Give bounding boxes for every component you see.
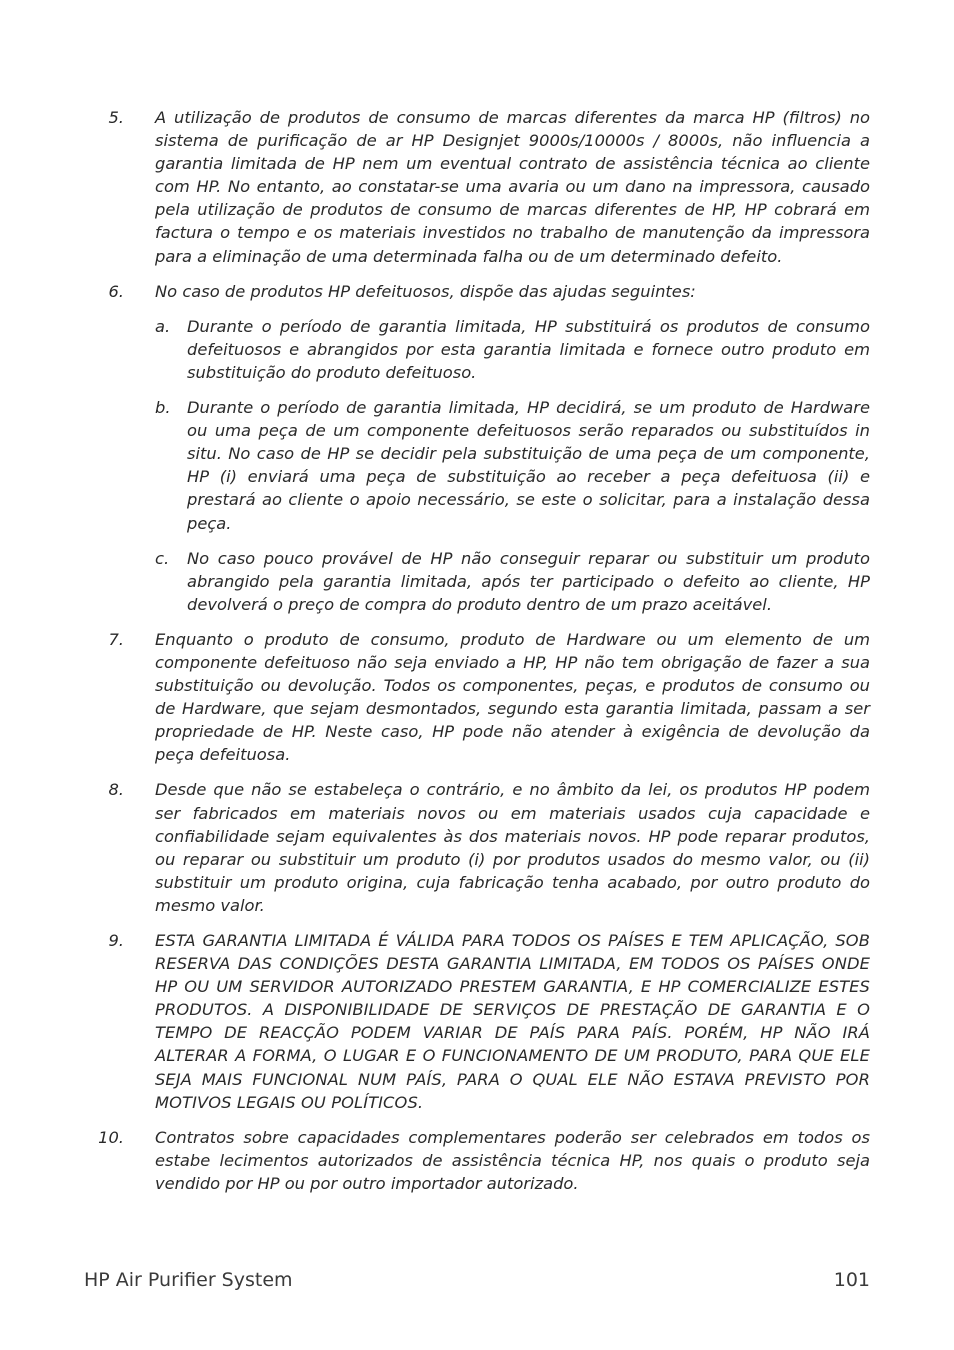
- sub-item-text: Durante o período de garantia limitada, HP substituirá os produtos de consumo defeituosos e abrangidos por esta garantia limitada e fornece outro produto em substituição do produto defeituoso.: [187, 316, 870, 382]
- item-text: No caso de produtos HP defeituosos, dispõe das ajudas seguintes:: [155, 281, 696, 301]
- item-text: A utilização de produtos de consumo de marcas diferentes da marca HP (filtros) no sistema de purificação de ar HP Designjet 9000s/10000s / 8000s, não influencia a garantia limitada de HP nem um eventual contrato de assistência técnica ao cliente com HP. No entanto, ao constatar-se uma avaria ou um dano na impressora, causado pela utilização de produtos de consumo de marcas diferentes de HP, HP cobrará em factura o tempo e os materiais investidos no trabalho de manutenção da impressora para a eliminação de uma determinada falha ou de um determinado defeito.: [155, 108, 870, 266]
- item-number: 9.: [108, 931, 124, 950]
- list-item-8: [0, 778, 954, 917]
- list-item-10: [0, 1126, 954, 1195]
- item-number: 8.: [108, 780, 124, 800]
- list-item-7: [0, 628, 954, 767]
- list-item-5: [0, 106, 954, 268]
- item-number: 10.: [98, 1127, 124, 1147]
- list-item-9: [0, 929, 954, 1114]
- sub-item-text: No caso pouco provável de HP não conseguir reparar ou substituir um produto abrangido pela garantia limitada, após ter participado o defeito ao cliente, HP devolverá o preço de compra do produto dentro de um prazo aceitável.: [187, 548, 870, 614]
- sub-item-text: Durante o período de garantia limitada, HP decidirá, se um produto de Hardware ou uma peça de um componente defeituosos serão reparados ou substituídos in situ. No caso de HP se decidir pela substituição de uma peça de um componente, HP (i) enviará uma peça de substituição ao receber a peça defeituosa (ii) e prestará ao cliente o apoio necessário, se este o solicitar, para a instalação dessa peça.: [187, 398, 870, 533]
- item-number: 5.: [108, 108, 124, 127]
- sub-item-a: [0, 315, 954, 384]
- item-number: 7.: [108, 629, 124, 649]
- page-number: 101: [833, 1269, 870, 1291]
- list-item-6: [0, 280, 954, 616]
- item-text: Enquanto o produto de consumo, produto de Hardware ou um elemento de um componente defeituoso não seja enviado a HP, HP não tem obrigação de fazer a sua substituição ou devolução. Todos os componentes, peças, e produtos de consumo ou de Hardware, que sejam desmontados, segundo esta garantia limitada, passam a ser propriedade de HP. Neste caso, HP pode não atender à exigência de devolução da peça defeituosa.: [155, 629, 870, 765]
- document-body: [0, 106, 954, 1207]
- sub-item-letter: a.: [155, 316, 171, 336]
- item-text: ESTA GARANTIA LIMITADA É VÁLIDA PARA TODOS OS PAÍSES E TEM APLICAÇÃO, SOB RESERVA DAS CONDIÇÕES DESTA GARANTIA LIMITADA, EM TODOS OS PAÍSES ONDE HP OU UM SERVIDOR AUTORIZADO PRESTEM GARANTIA, E HP COMERCIALIZE ESTES PRODUTOS. A DISPONIBILIDADE DE SERVIÇOS DE PRESTAÇÃO DE GARANTIA E O TEMPO DE REACÇÃO PODEM VARIAR DE PAÍS PARA PAÍS. PORÉM, HP NÃO IRÁ ALTERAR A FORMA, O LUGAR E O FUNCIONAMENTO DE UM PRODUTO, PARA QUE ELE SEJA MAIS FUNCIONAL NUM PAÍS, PARA O QUAL ELE NÃO ESTAVA PREVISTO POR MOTIVOS LEGAIS OU POLÍTICOS.: [155, 931, 870, 1112]
- footer-title: HP Air Purifier System: [84, 1269, 293, 1291]
- sub-item-b: [0, 396, 954, 535]
- item-text: Contratos sobre capacidades complementares poderão ser celebrados em todos os estabe lecimentos autorizados de assistência técnica HP, nos quais o produto seja vendido por HP ou por outro importador autorizado.: [155, 1127, 870, 1193]
- item-text: Desde que não se estabeleça o contrário, e no âmbito da lei, os produtos HP podem ser fabricados em materiais novos ou em materiais usados cuja capacidade e confiabilidade sejam equivalentes às dos materiais novos. HP pode reparar produtos, ou reparar ou substituir um produto (i) por produtos usados do mesmo valor, ou (ii) substituir um produto origina, cuja fabricação tenha acabado, por outro produto do mesmo valor.: [155, 780, 870, 915]
- sub-item-c: [0, 547, 954, 616]
- sub-item-letter: b.: [155, 398, 171, 418]
- sub-item-letter: c.: [155, 548, 170, 568]
- item-number: 6.: [108, 281, 124, 301]
